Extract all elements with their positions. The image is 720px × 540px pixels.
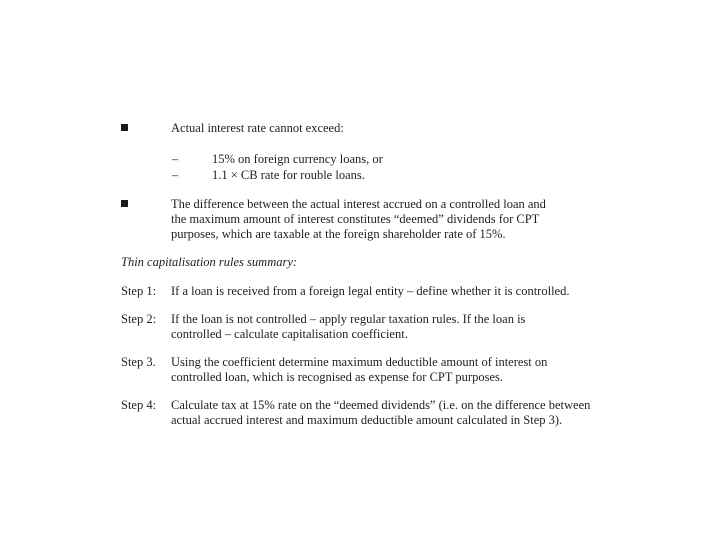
step-label: Step 3. <box>121 355 156 369</box>
step-text: controlled loan, which is recognised as expense for CPT purposes. <box>171 370 503 384</box>
step-text: Using the coefficient determine maximum deductible amount of interest on <box>171 355 548 369</box>
bullet-text: purposes, which are taxable at the foreign shareholder rate of 15%. <box>171 227 506 241</box>
summary-heading: Thin capitalisation rules summary: <box>121 255 298 269</box>
step-text: If the loan is not controlled – apply regular taxation rules. If the loan is <box>171 312 526 326</box>
bullet-square-icon <box>121 124 128 131</box>
dash-marker: – <box>172 152 179 166</box>
step-text: controlled – calculate capitalisation coefficient. <box>171 327 408 341</box>
dash-marker: – <box>172 168 179 182</box>
sub-item-text: 1.1 × CB rate for rouble loans. <box>212 168 365 182</box>
step-label: Step 1: <box>121 284 157 298</box>
bullet-text: the maximum amount of interest constitutes “deemed” dividends for CPT <box>171 212 540 226</box>
step-text: actual accrued interest and maximum deductible amount calculated in Step 3). <box>171 413 563 427</box>
sub-item-text: 15% on foreign currency loans, or <box>212 152 383 166</box>
bullet-text: The difference between the actual interest accrued on a controlled loan and <box>171 197 546 211</box>
step-text: Calculate tax at 15% rate on the “deemed dividends” (i.e. on the difference between <box>171 398 591 412</box>
step-label: Step 2: <box>121 312 157 326</box>
step-text: If a loan is received from a foreign legal entity – define whether it is controlled. <box>171 284 570 298</box>
step-label: Step 4: <box>121 398 157 412</box>
bullet-text: Actual interest rate cannot exceed: <box>171 121 344 135</box>
bullet-square-icon <box>121 200 128 207</box>
